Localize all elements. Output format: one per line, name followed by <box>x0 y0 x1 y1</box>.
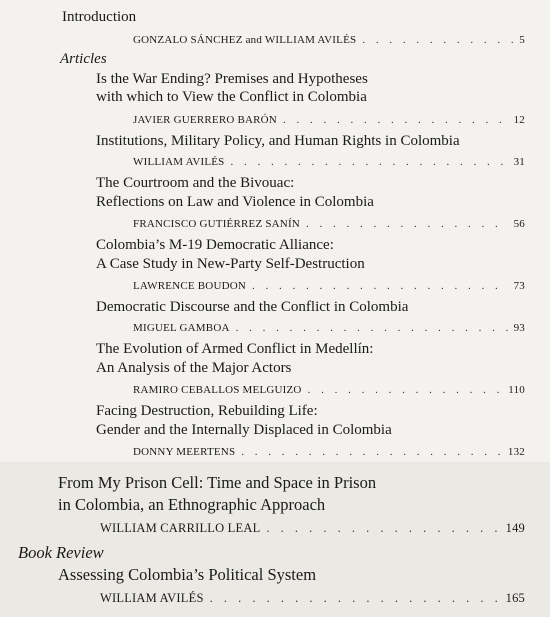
dot-leader <box>362 33 513 47</box>
author-name: WILLIAM AVILÉS <box>133 156 225 168</box>
page-number: 93 <box>513 322 525 334</box>
review-author-row <box>100 590 525 606</box>
article-title: The Evolution of Armed Conflict in Medellín: <box>96 341 374 357</box>
section-heading-articles: Articles <box>60 51 107 67</box>
page-number: 73 <box>513 280 525 292</box>
page-number: 56 <box>513 218 525 230</box>
article-author-row <box>133 445 525 459</box>
page-number: 5 <box>519 34 525 46</box>
author-name: RAMIRO CEBALLOS MELGUIZO <box>133 384 302 396</box>
page-number: 149 <box>505 521 525 535</box>
article-title: From My Prison Cell: Time and Space in Prison <box>58 473 377 492</box>
article-title: The Courtroom and the Bivouac: <box>96 175 295 191</box>
dot-leader <box>306 217 508 231</box>
intro-heading: Introduction <box>62 9 137 25</box>
article-title: An Analysis of the Major Actors <box>96 360 292 376</box>
article-author-row <box>100 520 525 536</box>
review-title: Assessing Colombia’s Political System <box>58 565 317 584</box>
author-name: JAVIER GUERRERO BARÓN <box>133 114 277 126</box>
section-heading-book-review: Book Review <box>18 543 104 562</box>
dot-leader <box>236 321 508 335</box>
article-title: in Colombia, an Ethnographic Approach <box>58 495 326 514</box>
dot-leader <box>252 279 508 293</box>
article-title: Gender and the Internally Displaced in Colombia <box>96 422 392 438</box>
author-name: LAWRENCE BOUDON <box>133 280 247 292</box>
dot-leader <box>210 590 500 606</box>
author-name: WILLIAM CARRILLO LEAL <box>100 521 261 535</box>
article-author-row <box>133 383 525 397</box>
author-name: GONZALO SÁNCHEZ and WILLIAM AVILÉS <box>133 34 357 46</box>
article-title: Colombia’s M-19 Democratic Alliance: <box>96 237 334 253</box>
author-name: MIGUEL GAMBOA <box>133 322 230 334</box>
dot-leader <box>241 445 502 459</box>
dot-leader <box>283 113 508 127</box>
page-number: 165 <box>505 591 525 605</box>
article-title: Democratic Discourse and the Conflict in Colombia <box>96 299 409 315</box>
page-number: 31 <box>513 156 525 168</box>
article-title: Reflections on Law and Violence in Colombia <box>96 194 374 210</box>
article-author-row <box>133 113 525 127</box>
article-title: Institutions, Military Policy, and Human Rights in Colombia <box>96 133 460 149</box>
article-title: A Case Study in New-Party Self-Destruction <box>96 256 365 272</box>
article-author-row <box>133 217 525 231</box>
author-name: WILLIAM AVILÉS <box>100 591 204 605</box>
article-author-row <box>133 155 525 169</box>
article-author-row <box>133 279 525 293</box>
intro-author-row <box>133 33 525 47</box>
article-title: Is the War Ending? Premises and Hypotheses <box>96 71 368 87</box>
page-number: 12 <box>513 114 525 126</box>
article-title: Facing Destruction, Rebuilding Life: <box>96 403 318 419</box>
page-number: 110 <box>508 384 525 396</box>
article-author-row <box>133 321 525 335</box>
dot-leader <box>231 155 508 169</box>
dot-leader <box>266 520 499 536</box>
article-title: with which to View the Conflict in Colombia <box>96 89 367 105</box>
author-name: DONNY MEERTENS <box>133 446 236 458</box>
author-name: FRANCISCO GUTIÉRREZ SANÍN <box>133 218 300 230</box>
page-number: 132 <box>507 446 525 458</box>
dot-leader <box>308 383 503 397</box>
